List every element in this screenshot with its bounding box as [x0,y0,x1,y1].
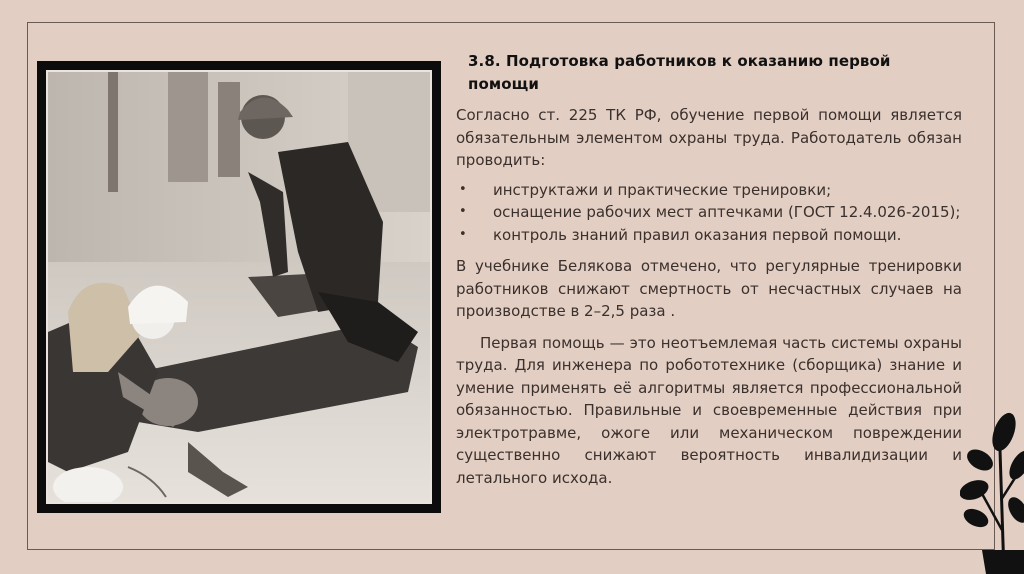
bullet-icon: • [459,226,467,242]
first-aid-scene-image [48,72,430,502]
conclusion-paragraph: Первая помощь — это неотъемлемая часть системы охраны труда. Для инженера по робототехнике (сборщика) знание и умение применять её алгоритмы является профессиональной обязанностью. Правильные и своевременные действия при электротравме, ожоге или механическом повреждении существенно снижают вероятность инвалидизации и летального исхода. [456,333,962,487]
list-item [456,201,962,224]
requirements-list [456,179,962,247]
list-item-text: оснащение рабочих мест аптечками (ГОСТ 12.4.026-2015); [493,203,961,221]
bullet-icon: • [459,204,467,219]
list-item-text: контроль знаний правил оказания первой помощи. [493,225,902,244]
list-item [456,179,962,202]
textbook-paragraph: В учебнике Белякова отмечено, что регулярные тренировки работников снижают смертность от несчастных случаев на производстве в 2–2,5 раза . [456,257,962,320]
photo-frame [37,61,441,513]
bullet-icon: • [459,181,467,197]
intro-paragraph: Согласно ст. 225 ТК РФ, обучение первой помощи является обязательным элементом охраны труда. Работодатель обязан проводить: [456,106,962,169]
first-aid-photo [46,70,432,504]
slide-title: 3.8. Подготовка работников к оказанию первой помощи [468,52,891,93]
potted-plant-icon [960,410,1024,574]
content-column [456,50,962,489]
list-item-text: инструктажи и практические тренировки; [493,180,832,199]
list-item [456,224,962,247]
